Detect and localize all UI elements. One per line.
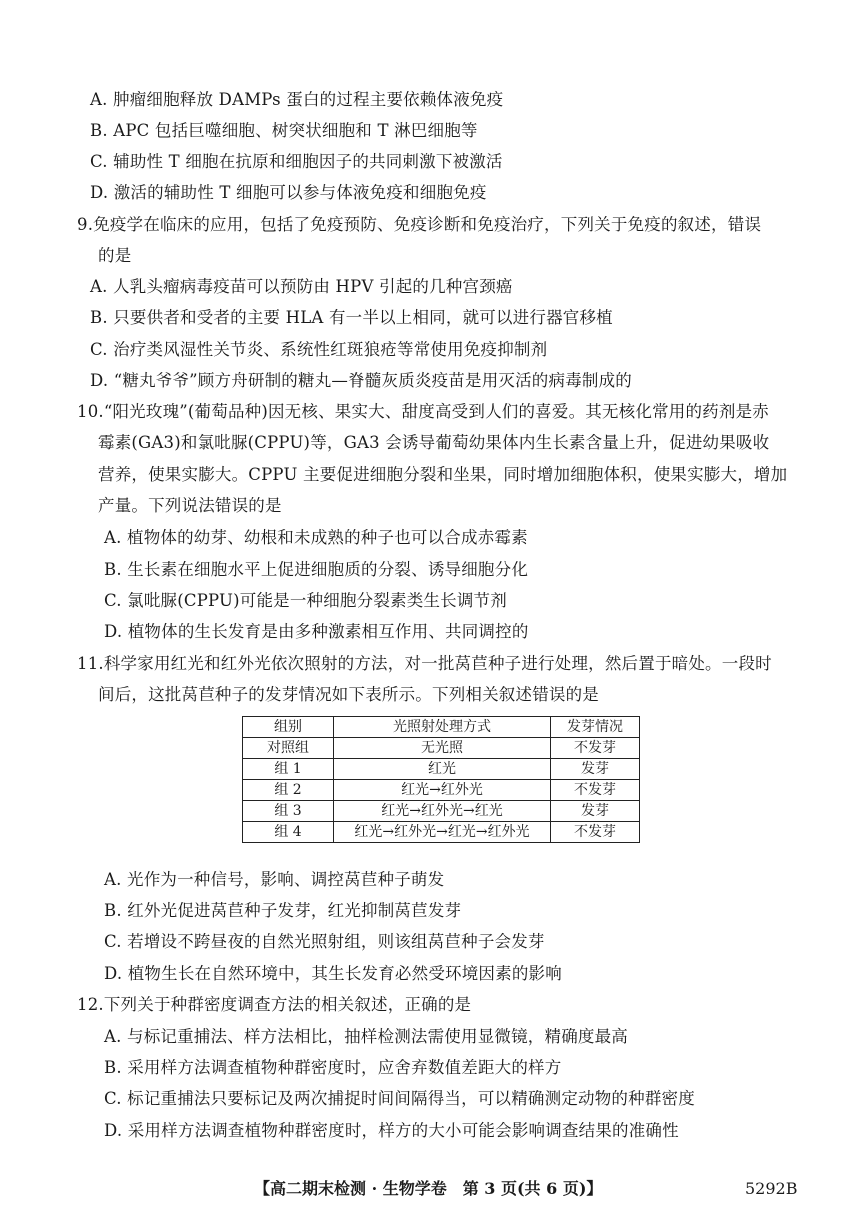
table-cell: 不发芽 <box>551 780 640 801</box>
table-cell: 红光 <box>334 759 551 780</box>
table-cell: 发芽 <box>551 801 640 822</box>
table-cell: 不发芽 <box>551 822 640 843</box>
germination-table <box>242 716 640 843</box>
page-footer-code: 5292B <box>745 1179 798 1198</box>
q12-stem-line1: 12.下列关于种群密度调查方法的相关叙述，正确的是 <box>77 995 472 1014</box>
table-cell: 无光照 <box>334 738 551 759</box>
table-header-cell: 光照射处理方式 <box>334 717 551 738</box>
q9-option-d: D. “糖丸爷爷”顾方舟研制的糖丸—脊髓灰质炎疫苗是用灭活的病毒制成的 <box>90 371 633 390</box>
q12-option-a: A. 与标记重捕法、样方法相比，抽样检测法需使用显微镜，精确度最高 <box>104 1027 629 1046</box>
table-row <box>243 780 640 801</box>
q10-stem-line4: 产量。下列说法错误的是 <box>98 496 282 515</box>
table-row <box>243 759 640 780</box>
table-cell: 组 1 <box>243 759 334 780</box>
table-header-row <box>243 717 640 738</box>
table-header-cell: 发芽情况 <box>551 717 640 738</box>
q11-option-b: B. 红外光促进莴苣种子发芽，红光抑制莴苣发芽 <box>104 901 462 920</box>
q10-stem-line1: 10.“阳光玫瑰”(葡萄品种)因无核、果实大、甜度高受到人们的喜爱。其无核化常用的药剂是赤 <box>77 402 769 421</box>
q12-option-b: B. 采用样方法调查植物种群密度时，应舍弃数值差距大的样方 <box>104 1058 562 1077</box>
q9-option-a: A. 人乳头瘤病毒疫苗可以预防由 HPV 引起的几种宫颈癌 <box>90 277 513 296</box>
table-cell: 红光→红外光 <box>334 780 551 801</box>
table-header-cell: 组别 <box>243 717 334 738</box>
q9-option-b: B. 只要供者和受者的主要 HLA 有一半以上相同，就可以进行器官移植 <box>90 308 613 327</box>
table-row <box>243 822 640 843</box>
table-cell: 对照组 <box>243 738 334 759</box>
q9-stem-line1: 9.免疫学在临床的应用，包括了免疫预防、免疫诊断和免疫治疗，下列关于免疫的叙述，错误 <box>77 215 762 234</box>
q8-option-d: D. 激活的辅助性 T 细胞可以参与体液免疫和细胞免疫 <box>90 183 487 202</box>
table-cell: 发芽 <box>551 759 640 780</box>
q10-stem-line2: 霉素(GA3)和氯吡脲(CPPU)等，GA3 会诱导葡萄幼果体内生长素含量上升，促进幼果吸收 <box>98 433 770 452</box>
q10-option-d: D. 植物体的生长发育是由多种激素相互作用、共同调控的 <box>104 622 529 641</box>
q10-option-b: B. 生长素在细胞水平上促进细胞质的分裂、诱导细胞分化 <box>104 560 529 579</box>
q11-option-d: D. 植物生长在自然环境中，其生长发育必然受环境因素的影响 <box>104 964 562 983</box>
table-cell: 组 4 <box>243 822 334 843</box>
page-footer-title: 【高二期末检测 · 生物学卷 第 3 页(共 6 页)】 <box>254 1179 603 1198</box>
table-cell: 红光→红外光→红光 <box>334 801 551 822</box>
table-row <box>243 801 640 822</box>
q10-stem-line3: 营养，使果实膨大。CPPU 主要促进细胞分裂和坐果，同时增加细胞体积，使果实膨大，增加 <box>98 465 788 484</box>
q8-option-a: A. 肿瘤细胞释放 DAMPs 蛋白的过程主要依赖体液免疫 <box>90 90 504 109</box>
table-cell: 组 2 <box>243 780 334 801</box>
table-cell: 组 3 <box>243 801 334 822</box>
q11-option-c: C. 若增设不跨昼夜的自然光照射组，则该组莴苣种子会发芽 <box>104 932 545 951</box>
table-cell: 红光→红外光→红光→红外光 <box>334 822 551 843</box>
q12-option-c: C. 标记重捕法只要标记及两次捕捉时间间隔得当，可以精确测定动物的种群密度 <box>104 1089 695 1108</box>
q11-stem-line1: 11.科学家用红光和红外光依次照射的方法，对一批莴苣种子进行处理，然后置于暗处。一段时 <box>77 654 772 673</box>
q11-stem-line2: 间后，这批莴苣种子的发芽情况如下表所示。下列相关叙述错误的是 <box>98 685 599 704</box>
q10-option-a: A. 植物体的幼芽、幼根和未成熟的种子也可以合成赤霉素 <box>104 528 528 547</box>
q12-option-d: D. 采用样方法调查植物种群密度时，样方的大小可能会影响调查结果的准确性 <box>104 1121 679 1140</box>
table-cell: 不发芽 <box>551 738 640 759</box>
q10-option-c: C. 氯吡脲(CPPU)可能是一种细胞分裂素类生长调节剂 <box>104 591 507 610</box>
table-row <box>243 738 640 759</box>
q9-stem-line2: 的是 <box>98 246 132 265</box>
q8-option-b: B. APC 包括巨噬细胞、树突状细胞和 T 淋巴细胞等 <box>90 121 478 140</box>
q9-option-c: C. 治疗类风湿性关节炎、系统性红斑狼疮等常使用免疫抑制剂 <box>90 340 548 359</box>
q11-option-a: A. 光作为一种信号，影响、调控莴苣种子萌发 <box>104 870 445 889</box>
q8-option-c: C. 辅助性 T 细胞在抗原和细胞因子的共同刺激下被激活 <box>90 152 503 171</box>
